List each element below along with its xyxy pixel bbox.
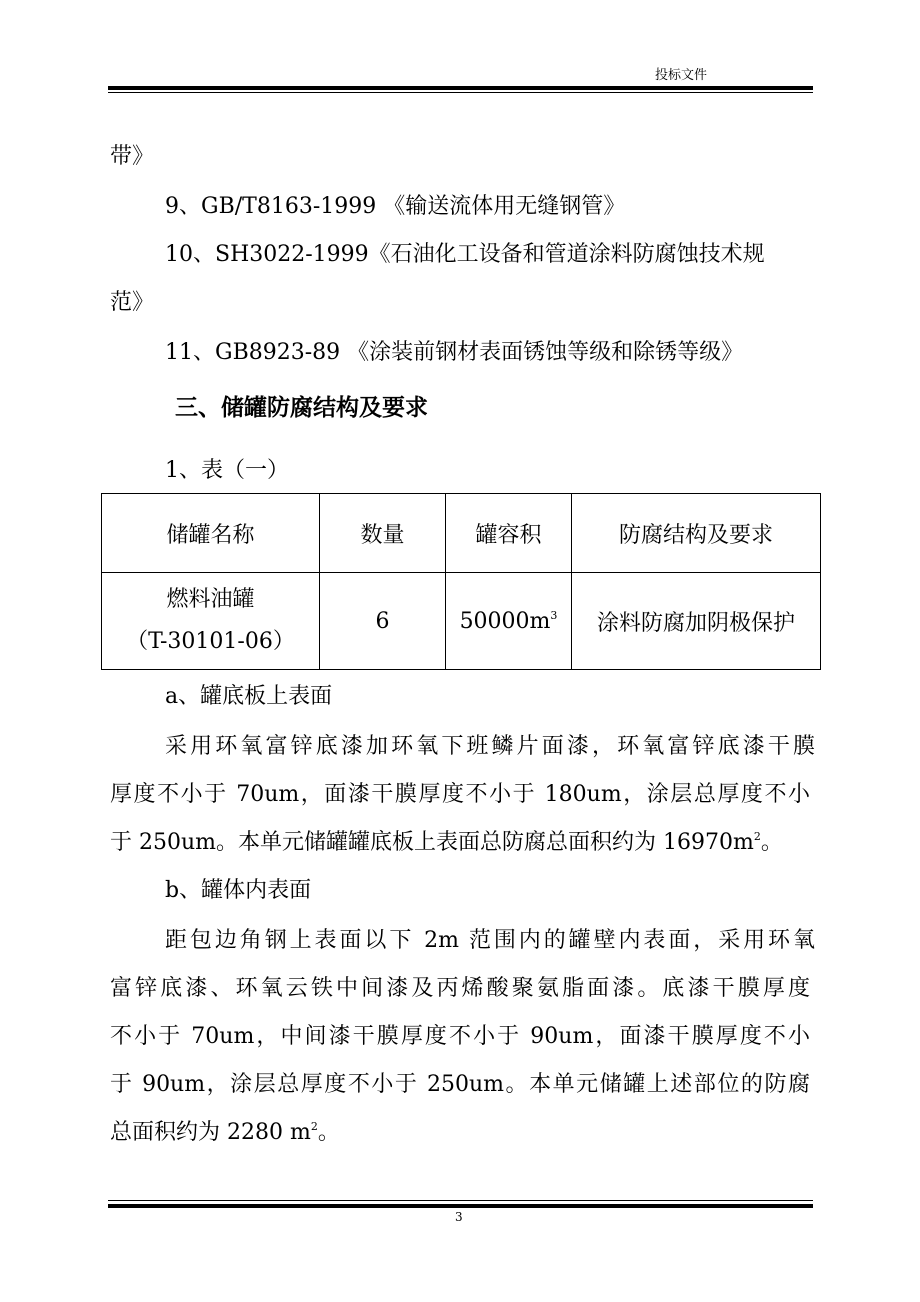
paragraph-line: 于 90um，涂层总厚度不小于 250um。本单元储罐上述部位的防腐 — [110, 1072, 810, 1097]
table-row — [102, 573, 821, 670]
paragraph-line: 厚度不小于 70um，面漆干膜厚度不小于 180um，涂层总厚度不小 — [110, 782, 810, 807]
paragraph-end: 。 — [317, 1120, 340, 1145]
table-header-row — [102, 494, 821, 573]
header-cell-name: 储罐名称 — [102, 494, 320, 573]
tank-spec-table — [101, 493, 821, 670]
text-line: 11、GB8923-89 《涂装前钢材表面锈蚀等级和除锈等级》 — [165, 340, 744, 365]
header-rule-thin — [108, 92, 813, 93]
paragraph-line: 采用环氧富锌底漆加环氧下班鳞片面漆，环氧富锌底漆干膜 — [165, 734, 815, 759]
cell-quantity: 6 — [320, 573, 446, 670]
area-unit-sup: 2 — [753, 830, 761, 843]
footer-rule-thin — [108, 1200, 813, 1201]
tank-name: 燃料油罐 — [166, 587, 255, 612]
section-heading: 三、储罐防腐结构及要求 — [175, 395, 428, 421]
volume-unit-sup: 3 — [550, 608, 558, 622]
cell-tank-name — [102, 573, 320, 670]
paragraph-line — [110, 1118, 810, 1148]
text-line: 范》 — [110, 290, 155, 315]
paragraph-text: 总面积约为 2280 m — [110, 1120, 311, 1145]
cell-requirement: 涂料防腐加阴极保护 — [572, 573, 821, 670]
text-line: 10、SH3022-1999《石油化工设备和管道涂料防腐蚀技术规 — [165, 242, 765, 267]
paragraph-end: 。 — [760, 830, 783, 855]
paragraph-line: 富锌底漆、环氧云铁中间漆及丙烯酸聚氨脂面漆。底漆干膜厚度 — [110, 976, 810, 1001]
paragraph-line — [110, 828, 810, 858]
page-number: 3 — [455, 1210, 463, 1224]
text-line: 9、GB/T8163-1999 《输送流体用无缝钢管》 — [165, 194, 626, 219]
footer-rule-thick — [108, 1204, 813, 1208]
paragraph-text: 于 250um。本单元储罐罐底板上表面总防腐总面积约为 16970m — [110, 830, 754, 855]
volume-value: 50000m — [459, 608, 551, 634]
paragraph-line: 距包边角钢上表面以下 2m 范围内的罐壁内表面，采用环氧 — [165, 928, 815, 953]
header-cell-requirement: 防腐结构及要求 — [572, 494, 821, 573]
table-caption: 1、表（一） — [165, 458, 289, 483]
header-rule-thick — [108, 86, 813, 90]
part-a-title: a、罐底板上表面 — [165, 684, 333, 709]
cell-volume — [446, 573, 572, 670]
paragraph-line: 不小于 70um，中间漆干膜厚度不小于 90um，面漆干膜厚度不小 — [110, 1024, 810, 1049]
page-header-label: 投标文件 — [655, 68, 708, 83]
text-line: 带》 — [110, 144, 155, 169]
area-unit-sup: 2 — [310, 1120, 318, 1133]
header-cell-volume: 罐容积 — [446, 494, 572, 573]
part-b-title: b、罐体内表面 — [165, 878, 312, 903]
header-cell-quantity: 数量 — [320, 494, 446, 573]
tank-code: （T-30101-06） — [126, 629, 295, 654]
